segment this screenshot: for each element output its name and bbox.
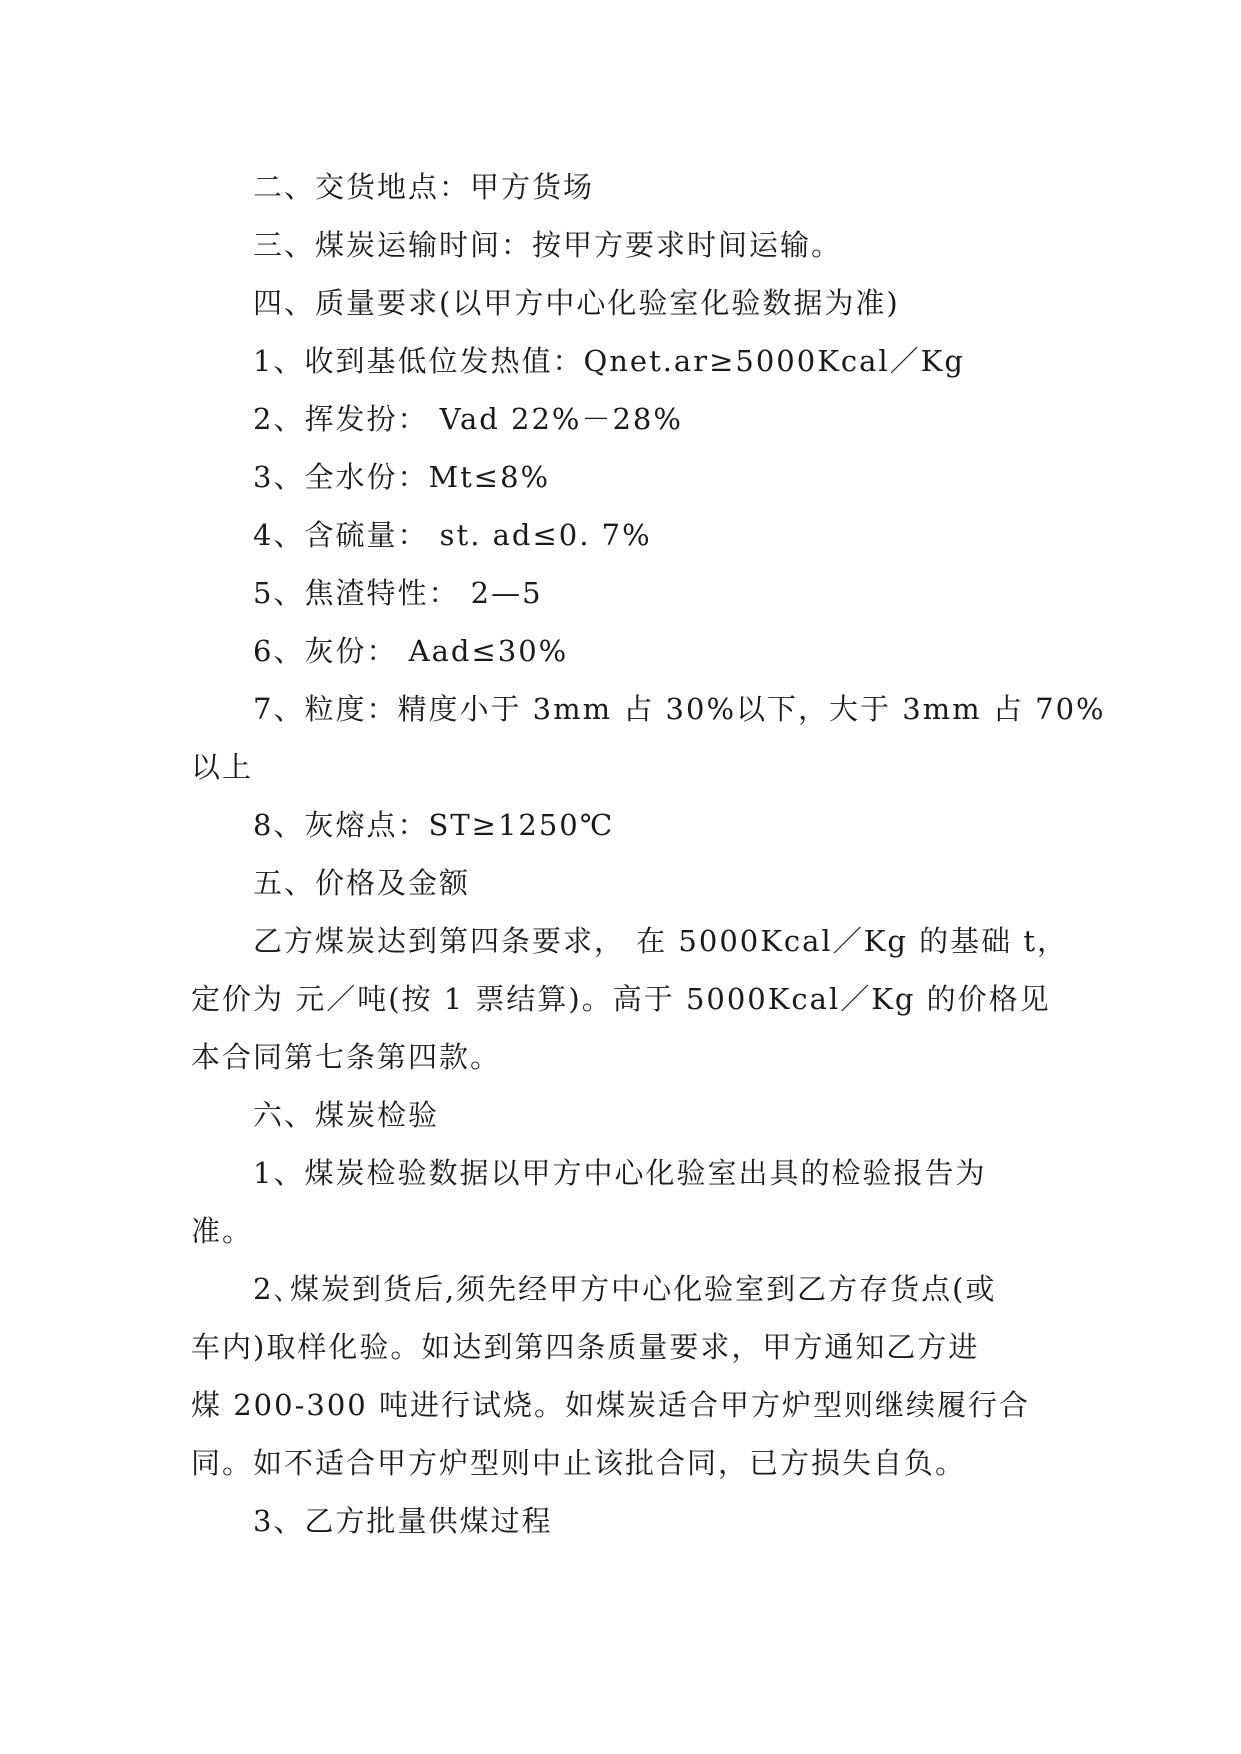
inspection-heading: 六、煤炭检验	[253, 1098, 440, 1132]
paragraph-line: 同。如不适合甲方炉型则中止该批合同，已方损失自负。	[191, 1446, 967, 1480]
paragraph-line: 2､煤炭到货后,须先经甲方中心化验室到乙方存货点(或	[253, 1272, 997, 1306]
delivery-location-paragraph: 二、交货地点：甲方货场	[253, 170, 595, 204]
paragraph-line: 准。	[191, 1214, 254, 1248]
paragraph-line: 乙方煤炭达到第四条要求， 在 5000Kcal／Kg 的基础 t，	[253, 924, 1069, 958]
price-heading: 五、价格及金额	[253, 866, 471, 900]
quality-item-calorific-value: 1、收到基低位发热值：Qnet.ar≥5000Kcal／Kg	[253, 344, 965, 378]
paragraph-line: 以上	[191, 750, 254, 784]
paragraph-line: 7、粒度：精度小于 3mm 占 30%以下，大于 3mm 占 70%	[253, 692, 1106, 726]
quality-requirements-heading: 四、质量要求(以甲方中心化验室化验数据为准)	[253, 286, 900, 320]
paragraph-line: 1、煤炭检验数据以甲方中心化验室出具的检验报告为	[253, 1156, 987, 1190]
document-body	[191, 158, 1106, 1550]
quality-item-moisture: 3、全水份：Mt≤8%	[253, 460, 551, 494]
quality-item-coke-residue: 5、焦渣特性： 2—5	[253, 576, 543, 610]
paragraph-line: 车内)取样化验。如达到第四条质量要求，甲方通知乙方进	[191, 1330, 980, 1364]
inspection-item-3: 3、乙方批量供煤过程	[253, 1504, 553, 1538]
price-paragraph	[191, 912, 1091, 1086]
paragraph-line: 煤 200-300 吨进行试烧。如煤炭适合甲方炉型则继续履行合	[191, 1388, 1030, 1422]
paragraph-line: 定价为 元／吨(按 1 票结算)。高于 5000Kcal／Kg 的价格见	[191, 982, 1051, 1016]
inspection-item-1	[191, 1144, 1091, 1260]
transport-time-paragraph: 三、煤炭运输时间：按甲方要求时间运输。	[253, 228, 843, 262]
quality-item-volatile: 2、挥发扮： Vad 22%－28%	[253, 402, 683, 436]
quality-item-granularity	[191, 680, 1106, 796]
quality-item-ash-melting-point: 8、灰熔点：ST≥1250℃	[253, 808, 615, 842]
paragraph-line: 本合同第七条第四款。	[191, 1040, 502, 1074]
quality-item-sulfur: 4、含硫量： st. ad≤0. 7%	[253, 518, 652, 552]
quality-item-ash: 6、灰份： Aad≤30%	[253, 634, 569, 668]
inspection-item-2	[191, 1260, 1091, 1492]
